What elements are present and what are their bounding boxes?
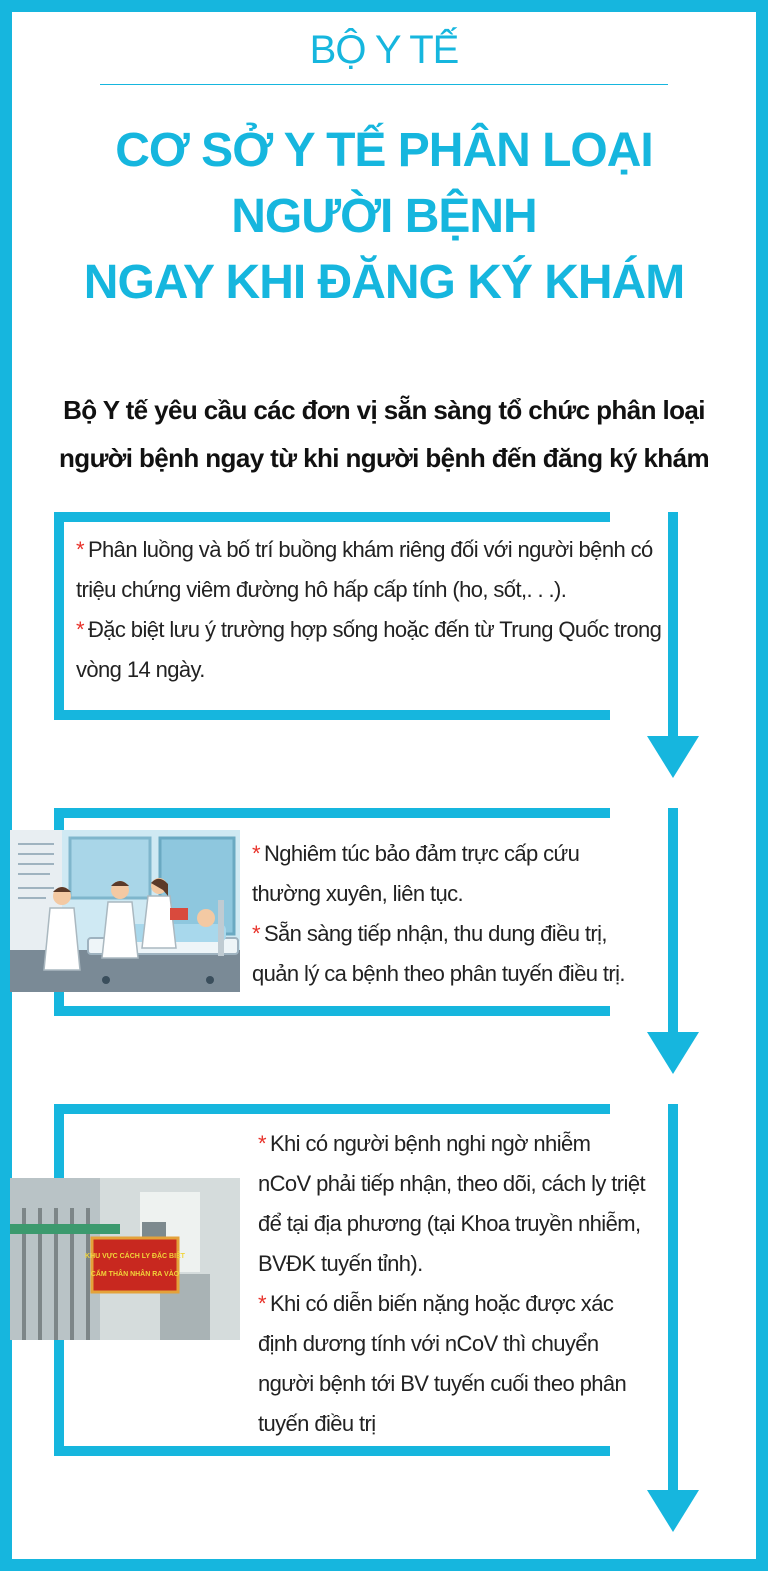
subtitle-line-1: Bộ Y tế yêu cầu các đơn vị sẵn sàng tổ chức phân loại xyxy=(63,395,705,425)
bullet-star-icon: * xyxy=(252,841,260,866)
step-1-item-1: * Phân luồng và bố trí buồng khám riêng đối với người bệnh có triệu chứng viêm đường hô hấp cấp tính (ho, sốt,. . .). xyxy=(76,537,653,602)
bullet-star-icon: * xyxy=(258,1291,266,1316)
step-1-item-2: * Đặc biệt lưu ý trường hợp sống hoặc đến từ Trung Quốc trong vòng 14 ngày. xyxy=(76,617,662,682)
isolation-ward-photo xyxy=(10,1178,240,1340)
step-1-connector xyxy=(668,512,678,742)
hospital-staff-illustration xyxy=(10,830,240,992)
step-1-arrow-icon xyxy=(647,736,699,778)
step-2-arrow-icon xyxy=(647,1032,699,1074)
bullet-star-icon: * xyxy=(76,537,84,562)
step-3-connector xyxy=(668,1104,678,1494)
bullet-star-icon: * xyxy=(252,921,260,946)
step-3-arrow-icon xyxy=(647,1490,699,1532)
step-3-item-1: * Khi có người bệnh nghi ngờ nhiễm nCoV phải tiếp nhận, theo dõi, cách ly triệt để tại địa phương (tại Khoa truyền nhiễm, BVĐK tuyến tỉnh). xyxy=(258,1131,645,1276)
bullet-star-icon: * xyxy=(258,1131,266,1156)
sign-line-1: KHU VỰC CÁCH LY ĐẶC BIỆT xyxy=(85,1253,185,1260)
step-2-text xyxy=(252,834,652,994)
title-line-3: NGAY KHI ĐĂNG KÝ KHÁM xyxy=(83,256,685,309)
header-divider xyxy=(100,84,668,85)
title-line-1: CƠ SỞ Y TẾ PHÂN LOẠI xyxy=(115,124,653,177)
subtitle-line-2: người bệnh ngay từ khi người bệnh đến đăng ký khám xyxy=(59,443,709,473)
subtitle xyxy=(20,386,748,482)
main-title xyxy=(0,118,768,316)
agency-name: BỘ Y TẾ xyxy=(309,28,459,72)
step-2-item-2: * Sẵn sàng tiếp nhận, thu dung điều trị, quản lý ca bệnh theo phân tuyến điều trị. xyxy=(252,921,625,986)
step-2-item-1: * Nghiêm túc bảo đảm trực cấp cứu thường xuyên, liên tục. xyxy=(252,841,580,906)
step-3-text xyxy=(258,1124,648,1444)
step-3-item-2: * Khi có diễn biến nặng hoặc được xác định dương tính với nCoV thì chuyển người bệnh tới BV tuyến cuối theo phân tuyến điều trị xyxy=(258,1291,627,1436)
sign-line-2: CẤM THÂN NHÂN RA VÀO xyxy=(90,1271,180,1278)
step-2-connector xyxy=(668,808,678,1038)
title-line-2: NGƯỜI BỆNH xyxy=(231,190,537,243)
step-1-text xyxy=(76,530,666,690)
bullet-star-icon: * xyxy=(76,617,84,642)
